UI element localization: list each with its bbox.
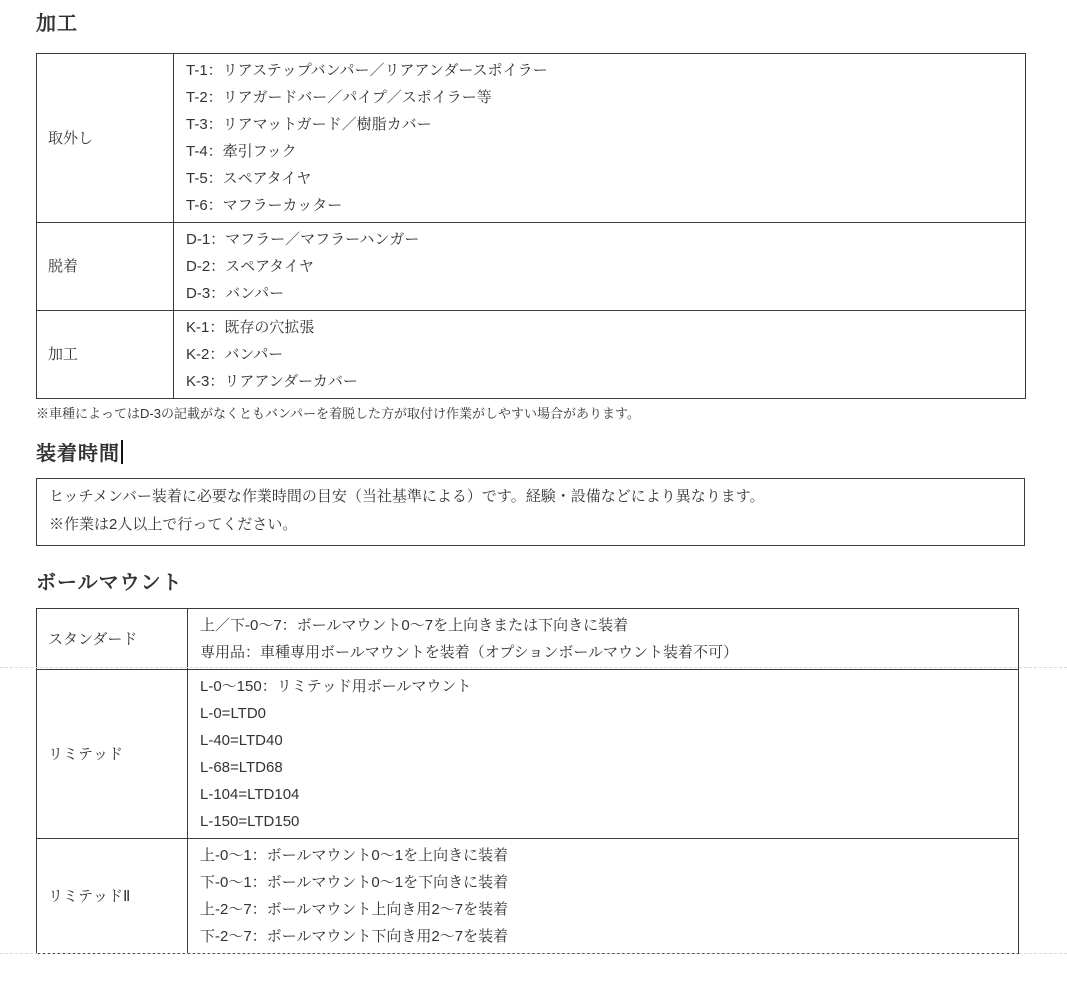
table-line: K-3：リアアンダーカバー (186, 373, 358, 390)
table-line: 上／下-0～7：ボールマウント0～7を上向きまたは下向きに装着 (200, 617, 629, 634)
table-line: 上-2～7：ボールマウント上向き用2～7を装着 (200, 901, 509, 918)
table-line: D-3：バンパー (186, 285, 285, 302)
kako-footnote: ※車種によってはD-3の記載がなくともバンパーを着脱した方が取付け作業がしやすい場合があります。 (36, 406, 640, 421)
table-line: L-68=LTD68 (200, 759, 283, 776)
table-line: 専用品：車種専用ボールマウントを装着（オプションボールマウント装着不可） (200, 644, 739, 661)
text-cursor-caret (121, 440, 123, 464)
row-label-kako: 加工 (37, 311, 174, 399)
row-lines-datchaku (174, 223, 1026, 311)
row-lines-limited (188, 670, 1019, 839)
table-line: D-1：マフラー／マフラーハンガー (186, 231, 420, 248)
row-lines-standard (188, 609, 1019, 670)
row-lines-torihazushi (174, 54, 1026, 223)
ballmount-table (36, 608, 1019, 954)
info-line: ヒッチメンバー装着に必要な作業時間の目安（当社基準による）です。経験・設備などにより異なります。 (49, 488, 765, 505)
table-line: L-0=LTD0 (200, 705, 267, 722)
table-line: K-1：既存の穴拡張 (186, 319, 315, 336)
row-lines-kako (174, 311, 1026, 399)
table-line: D-2：スペアタイヤ (186, 258, 314, 275)
info-line: ※作業は2人以上で行ってください。 (49, 516, 298, 533)
table-line: 上-0～1：ボールマウント0～1を上向きに装着 (200, 847, 509, 864)
table-row (37, 223, 1026, 311)
page-break-line (0, 667, 1067, 668)
table-row (37, 609, 1019, 670)
section-heading-kako: 加工 (36, 13, 78, 35)
table-row (37, 54, 1026, 223)
row-label-torihazushi: 取外し (37, 54, 174, 223)
sochaku-info-box (36, 478, 1025, 546)
table-line: T-1：リアステップバンパー／リアアンダースポイラー (186, 62, 548, 79)
table-row (37, 839, 1019, 954)
row-lines-limited2 (188, 839, 1019, 954)
row-label-standard: スタンダード (37, 609, 188, 670)
table-line: T-4：牽引フック (186, 143, 297, 160)
table-line: T-6：マフラーカッター (186, 197, 343, 214)
section-heading-ballmount: ボールマウント (36, 572, 183, 594)
table-line: 下-0～1：ボールマウント0～1を下向きに装着 (200, 874, 509, 891)
table-line: L-40=LTD40 (200, 732, 283, 749)
row-label-limited: リミテッド (37, 670, 188, 839)
table-row (37, 670, 1019, 839)
table-line: K-2：バンパー (186, 346, 284, 363)
table-line: 下-2～7：ボールマウント下向き用2～7を装着 (200, 928, 509, 945)
section-heading-sochaku-label: 装着時間 (36, 443, 120, 465)
table-line: T-2：リアガードバー／パイプ／スポイラー等 (186, 89, 492, 106)
table-line: T-5：スペアタイヤ (186, 170, 312, 187)
page-break-line (0, 953, 1067, 954)
table-line: L-104=LTD104 (200, 786, 300, 803)
kako-table (36, 53, 1026, 399)
row-label-datchaku: 脱着 (37, 223, 174, 311)
section-heading-sochaku (36, 440, 1031, 465)
table-line: L-150=LTD150 (200, 813, 300, 830)
row-label-limited2: リミテッドⅡ (37, 839, 188, 954)
table-row (37, 311, 1026, 399)
table-line: L-0～150：リミテッド用ボールマウント (200, 678, 472, 695)
table-line: T-3：リアマットガード／樹脂カバー (186, 116, 432, 133)
